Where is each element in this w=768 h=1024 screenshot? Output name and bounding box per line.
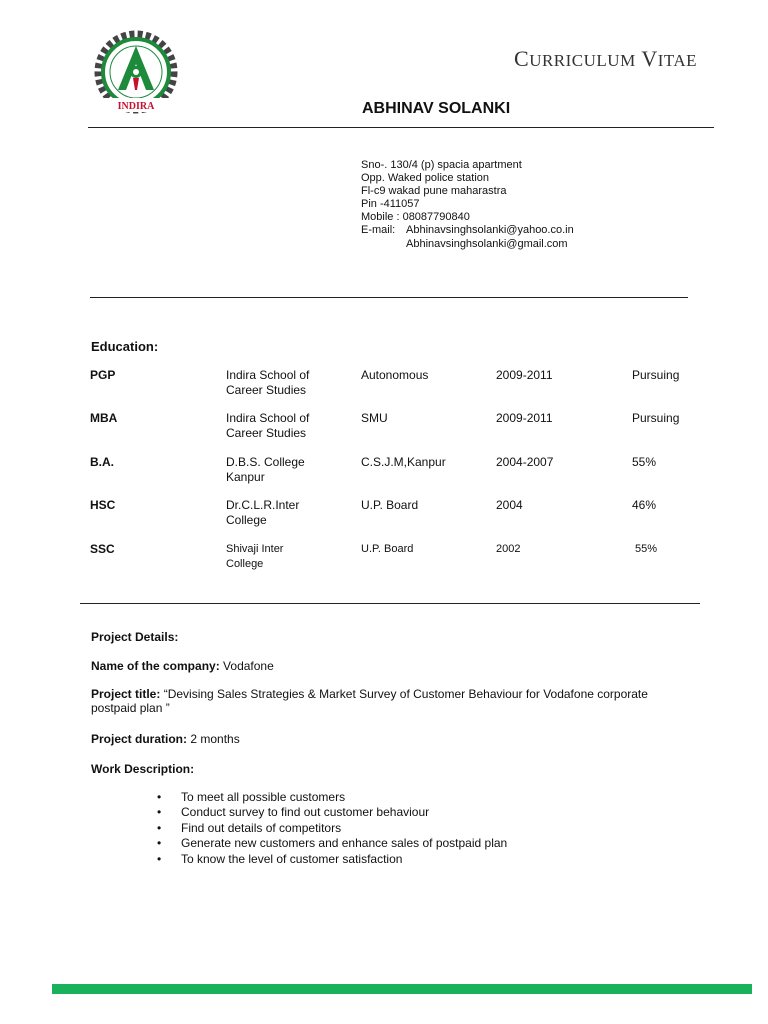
list-item <box>157 852 507 867</box>
bullet-icon: • <box>157 851 162 866</box>
list-item-text: To meet all possible customers <box>181 790 346 804</box>
list-item-text: Find out details of competitors <box>181 820 342 835</box>
cv-title-initial-1: C <box>514 46 530 71</box>
header-divider <box>88 127 714 128</box>
project-title: “Devising Sales Strategies & Market Survey of Customer Behaviour for Vodafone corporate postpaid plan ” <box>91 687 648 715</box>
result: 55% <box>635 543 658 555</box>
degree: SSC <box>90 542 115 556</box>
email-gmail[interactable]: Abhinavsinghsolanki@gmail.com <box>406 237 568 250</box>
company-line <box>91 659 691 673</box>
degree: B.A. <box>90 455 114 469</box>
list-item <box>157 805 507 820</box>
section-divider <box>80 603 700 604</box>
cv-title <box>514 46 697 72</box>
institute: D.B.S. College Kanpur <box>226 455 305 484</box>
address-line: Opp. Waked police station <box>361 172 489 185</box>
result: Pursuing <box>632 411 680 425</box>
cv-title-word-2: ITAE <box>657 51 698 70</box>
year: 2009-2011 <box>496 411 553 425</box>
year: 2004 <box>496 498 523 512</box>
duration-line <box>91 732 691 746</box>
board: U.P. Board <box>361 543 414 555</box>
project-heading: Project Details: <box>91 630 179 644</box>
project-title-line <box>91 688 691 715</box>
contact-block <box>361 159 574 251</box>
institute: Indira School of Career Studies <box>226 411 310 440</box>
institute: Dr.C.L.R.Inter College <box>226 498 300 527</box>
board: Autonomous <box>361 368 429 382</box>
institute: Indira School of Career Studies <box>226 368 310 397</box>
degree: PGP <box>90 368 116 382</box>
duration-label: Project duration: <box>91 732 188 746</box>
list-item-text: Generate new customers and enhance sales of postpaid plan <box>181 836 508 851</box>
list-item <box>157 836 507 851</box>
result: Pursuing <box>632 368 680 382</box>
education-heading: Education: <box>91 339 159 354</box>
project-title-label: Project title: <box>91 687 161 701</box>
board: C.S.J.M,Kanpur <box>361 455 446 469</box>
work-description-heading: Work Description: <box>91 762 195 776</box>
work-description-list <box>157 790 507 867</box>
pin-line: Pin -411057 <box>361 198 420 211</box>
list-item <box>157 790 507 805</box>
email-label: E-mail: <box>361 224 396 237</box>
bullet-icon: • <box>157 836 162 851</box>
degree: HSC <box>90 498 116 512</box>
cv-title-initial-2: V <box>641 46 658 71</box>
list-item-text: To know the level of customer satisfaction <box>181 851 403 866</box>
board: SMU <box>361 411 388 425</box>
cv-title-word-1: URRICULUM <box>529 51 636 70</box>
result: 46% <box>632 498 657 512</box>
year: 2004-2007 <box>496 455 554 469</box>
indira-logo <box>90 28 182 120</box>
address-line: Fl-c9 wakad pune maharastra <box>361 185 507 198</box>
company-name: Vodafone <box>223 659 274 673</box>
company-label: Name of the company: <box>91 659 220 673</box>
list-item-text: Conduct survey to find out customer behaviour <box>181 805 430 820</box>
board: U.P. Board <box>361 498 419 512</box>
year: 2009-2011 <box>496 368 553 382</box>
email-row <box>361 224 574 237</box>
bullet-icon: • <box>157 820 162 835</box>
bullet-icon: • <box>157 790 162 804</box>
list-item <box>157 821 507 836</box>
footer-bar <box>52 984 752 994</box>
institute: Shivaji Inter College <box>226 543 284 570</box>
degree: MBA <box>90 411 118 425</box>
section-divider <box>90 297 688 298</box>
address-line: Sno-. 130/4 (p) spacia apartment <box>361 159 522 171</box>
duration-value: 2 months <box>190 732 240 746</box>
mobile-line: Mobile : 08087790840 <box>361 211 470 224</box>
candidate-name: ABHINAV SOLANKI <box>362 100 511 117</box>
email-yahoo[interactable]: Abhinavsinghsolanki@yahoo.co.in <box>406 224 574 237</box>
result: 55% <box>632 455 657 469</box>
year: 2002 <box>496 543 521 555</box>
logo-text: INDIRA <box>117 101 155 112</box>
bullet-icon: • <box>157 805 162 820</box>
